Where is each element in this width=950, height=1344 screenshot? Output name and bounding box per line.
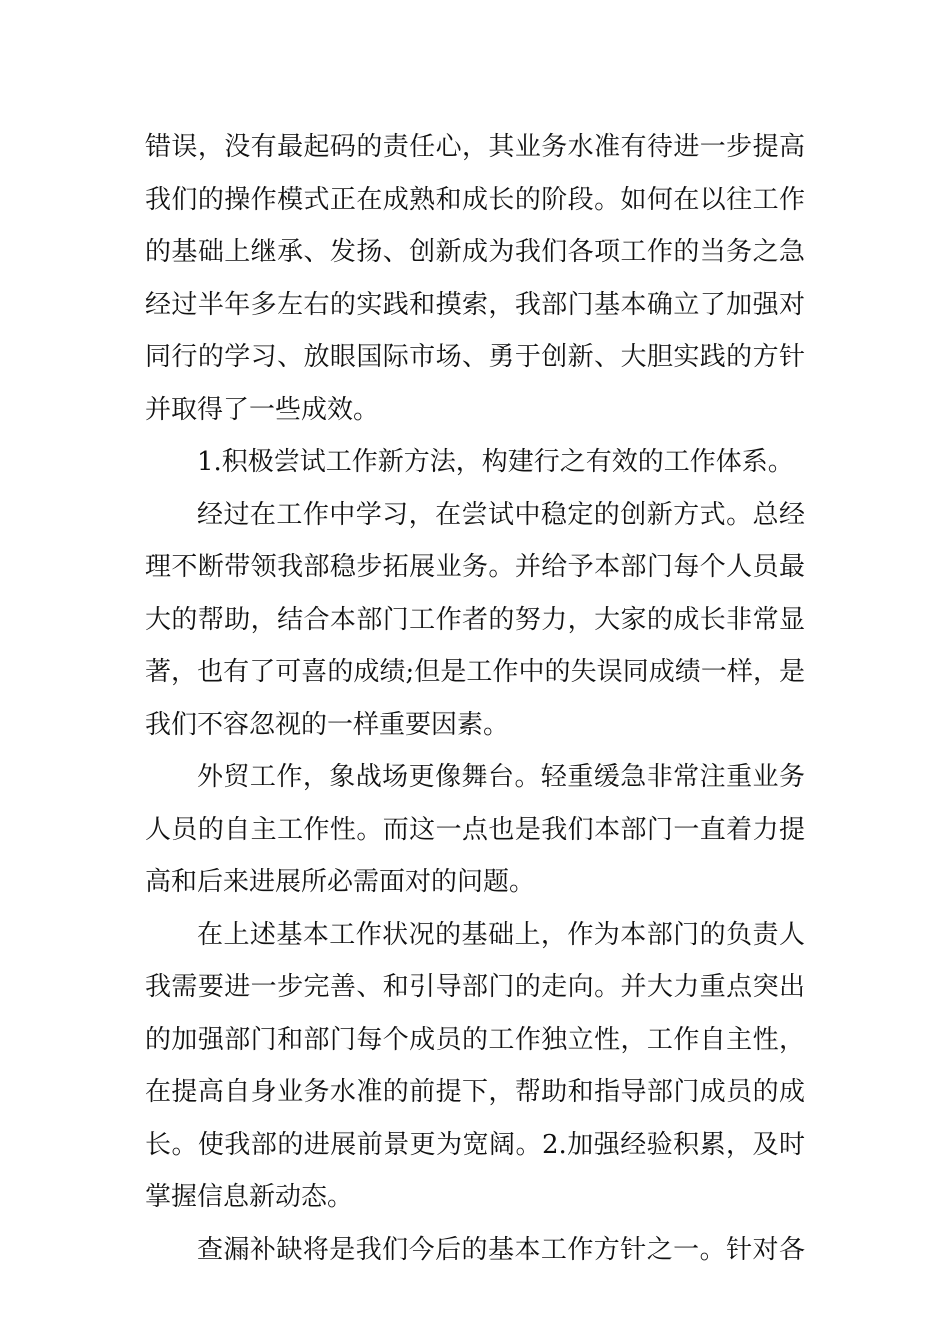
text-line: 大的帮助，结合本部门工作者的努力，大家的成长非常显 xyxy=(145,604,805,635)
text-line: 我们不容忽视的一样重要因素。 xyxy=(145,709,510,740)
text-line: 错误，没有最起码的责任心，其业务水准有待进一步提高 xyxy=(145,132,805,162)
text-line: 查漏补缺将是我们今后的基本工作方针之一。针对各 xyxy=(197,1234,805,1265)
text-line: 长。使我部的进展前景更为宽阔。2.加强经验积累，及时 xyxy=(145,1129,805,1160)
text-line: 人员的自主工作性。而这一点也是我们本部门一直着力提 xyxy=(145,814,805,845)
text-line: 在提高自身业务水准的前提下，帮助和指导部门成员的成 xyxy=(145,1077,805,1107)
text-line: 外贸工作，象战场更像舞台。轻重缓急非常注重业务 xyxy=(197,762,805,792)
section-heading: 1.积极尝试工作新方法，构建行之有效的工作体系。 xyxy=(197,447,794,477)
text-line: 著，也有了可喜的成绩;但是工作中的失误同成绩一样，是 xyxy=(145,657,805,687)
text-line: 在上述基本工作状况的基础上，作为本部门的负责人 xyxy=(197,919,805,950)
text-line: 经过在工作中学习，在尝试中稳定的创新方式。总经 xyxy=(197,499,805,530)
text-line: 我们的操作模式正在成熟和成长的阶段。如何在以往工作 xyxy=(145,184,805,215)
text-line: 高和后来进展所必需面对的问题。 xyxy=(145,867,536,897)
text-line: 的基础上继承、发扬、创新成为我们各项工作的当务之急 xyxy=(145,237,805,267)
text-line: 理不断带领我部稳步拓展业务。并给予本部门每个人员最 xyxy=(145,552,805,582)
text-line: 的加强部门和部门每个成员的工作独立性，工作自主性， xyxy=(145,1024,805,1055)
text-line: 我需要进一步完善、和引导部门的走向。并大力重点突出 xyxy=(145,972,805,1002)
text-line: 并取得了一些成效。 xyxy=(145,394,380,425)
text-line: 同行的学习、放眼国际市场、勇于创新、大胆实践的方针 xyxy=(145,342,805,372)
body-text xyxy=(145,121,805,1276)
text-line: 经过半年多左右的实践和摸索，我部门基本确立了加强对 xyxy=(145,289,805,320)
text-line: 掌握信息新动态。 xyxy=(145,1182,354,1212)
